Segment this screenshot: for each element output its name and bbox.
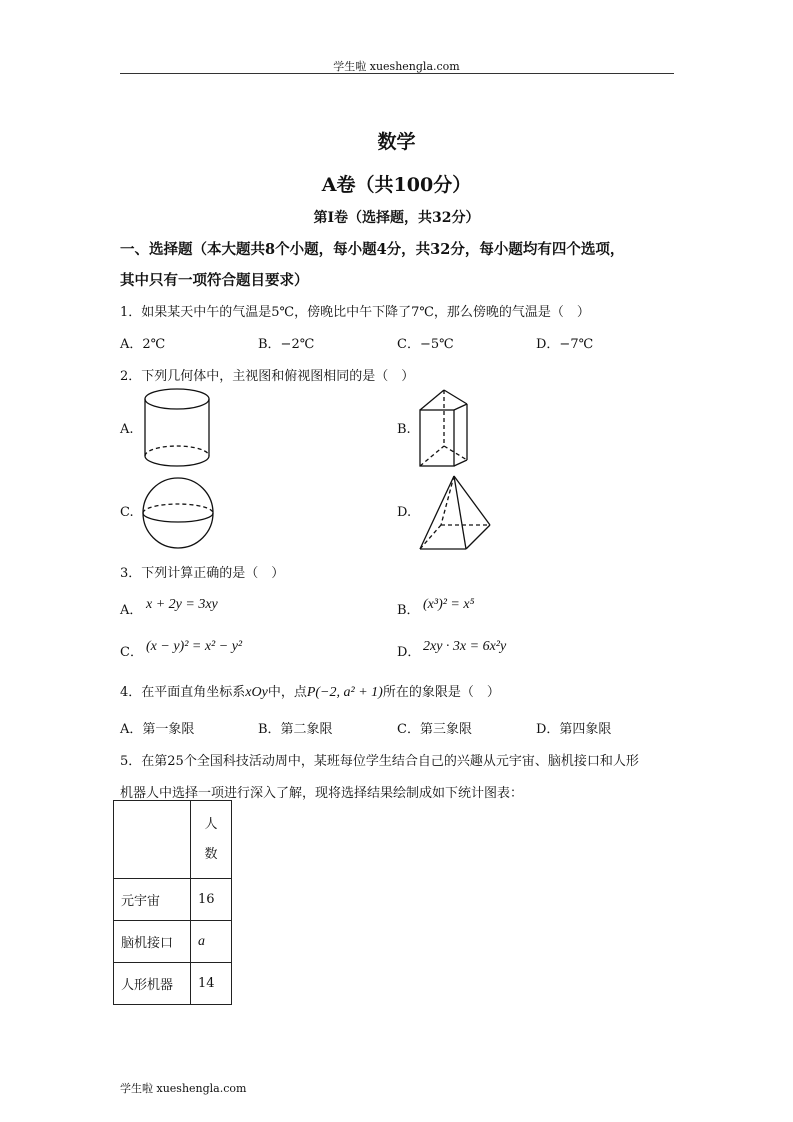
- table-cell-count: 14: [191, 963, 232, 1005]
- q1-option-a: A．2℃: [120, 337, 166, 352]
- table-cell-count: 16: [191, 879, 232, 921]
- table-row: [114, 921, 232, 963]
- q3-option-c-expr: (x − y)² = x² − y²: [146, 639, 243, 654]
- q3-option-c-label: C．: [120, 645, 143, 660]
- page-header: 学生啦 xueshengla.com: [333, 60, 460, 73]
- q1-option-c: C．−5℃: [397, 337, 454, 352]
- table-cell-item: 元宇宙: [114, 879, 191, 921]
- q3-option-d-label: D．: [397, 645, 421, 660]
- table-cell-item: 脑机接口: [114, 921, 191, 963]
- q3-option-b-expr: (x³)² = x⁵: [423, 597, 475, 612]
- q2-stem: 2．下列几何体中，主视图和俯视图相同的是（ ）: [120, 369, 415, 384]
- section-heading-line2: 其中只有一项符合题目要求）: [120, 272, 309, 289]
- table-header-blank: [114, 801, 191, 879]
- q4-stem-pre: 4．在平面直角坐标系: [120, 685, 246, 700]
- q4-coord-system: xOy: [245, 685, 268, 700]
- q4-option-a: A．第一象限: [120, 722, 195, 737]
- table-row: [114, 879, 232, 921]
- q4-point: P(−2, a² + 1): [306, 685, 383, 700]
- q4-option-d: D．第四象限: [536, 722, 612, 737]
- triangular-prism-icon: [417, 386, 475, 470]
- q3-option-b-label: B．: [397, 603, 420, 618]
- q3-option-a-label: A．: [120, 603, 143, 618]
- q5-stem-line2: 机器人中选择一项进行深入了解，现将选择结果绘制成如下统计图表：: [120, 786, 524, 801]
- table-header-count-char1: 人: [204, 816, 218, 832]
- q1-option-b: B．−2℃: [258, 337, 315, 352]
- square-pyramid-icon: [417, 471, 495, 553]
- q2-option-a: A.: [120, 422, 134, 437]
- q2-option-c: C.: [120, 505, 134, 520]
- table-cell-item: 人形机器: [114, 963, 191, 1005]
- q1-option-d: D．−7℃: [536, 337, 594, 352]
- q4-stem-post: 所在的象限是（ ）: [382, 685, 500, 700]
- page-title: 数学: [377, 131, 416, 153]
- paper-title: A卷（共100分）: [321, 174, 472, 196]
- q4-option-c: C．第三象限: [397, 722, 472, 737]
- sphere-icon: [140, 475, 216, 551]
- q3-option-a-expr: x + 2y = 3xy: [146, 597, 218, 612]
- table-header-count-char2: 数: [204, 846, 218, 862]
- q4-option-b: B．第二象限: [258, 722, 333, 737]
- page-footer: 学生啦 xueshengla.com: [120, 1082, 247, 1095]
- table-row: [114, 963, 232, 1005]
- q4-stem-mid: 中，点: [267, 685, 307, 700]
- table-cell-count: a: [191, 921, 232, 963]
- q1-stem: 1．如果某天中午的气温是5℃，傍晚比中午下降了7℃，那么傍晚的气温是（ ）: [120, 305, 590, 320]
- q4-stem: [120, 681, 500, 701]
- cylinder-icon: [140, 386, 214, 472]
- q2-option-b: B.: [397, 422, 411, 437]
- q5-stem-line1: 5．在第25个全国科技活动周中，某班每位学生结合自己的兴趣从元宇宙、脑机接口和人形: [120, 754, 639, 769]
- q3-stem: 3．下列计算正确的是（ ）: [120, 566, 285, 581]
- q3-option-d-expr: 2xy · 3x = 6x²y: [423, 639, 507, 654]
- q5-stats-table: [113, 800, 232, 1005]
- header-rule: [120, 73, 674, 74]
- section-heading-line1: 一、选择题（本大题共8个小题，每小题4分，共32分，每小题均有四个选项，: [120, 241, 625, 258]
- part-title: 第I卷（选择题，共32分）: [313, 210, 480, 226]
- q2-option-d: D.: [397, 505, 412, 520]
- table-header-count: [191, 801, 232, 879]
- table-header-row: [114, 801, 232, 879]
